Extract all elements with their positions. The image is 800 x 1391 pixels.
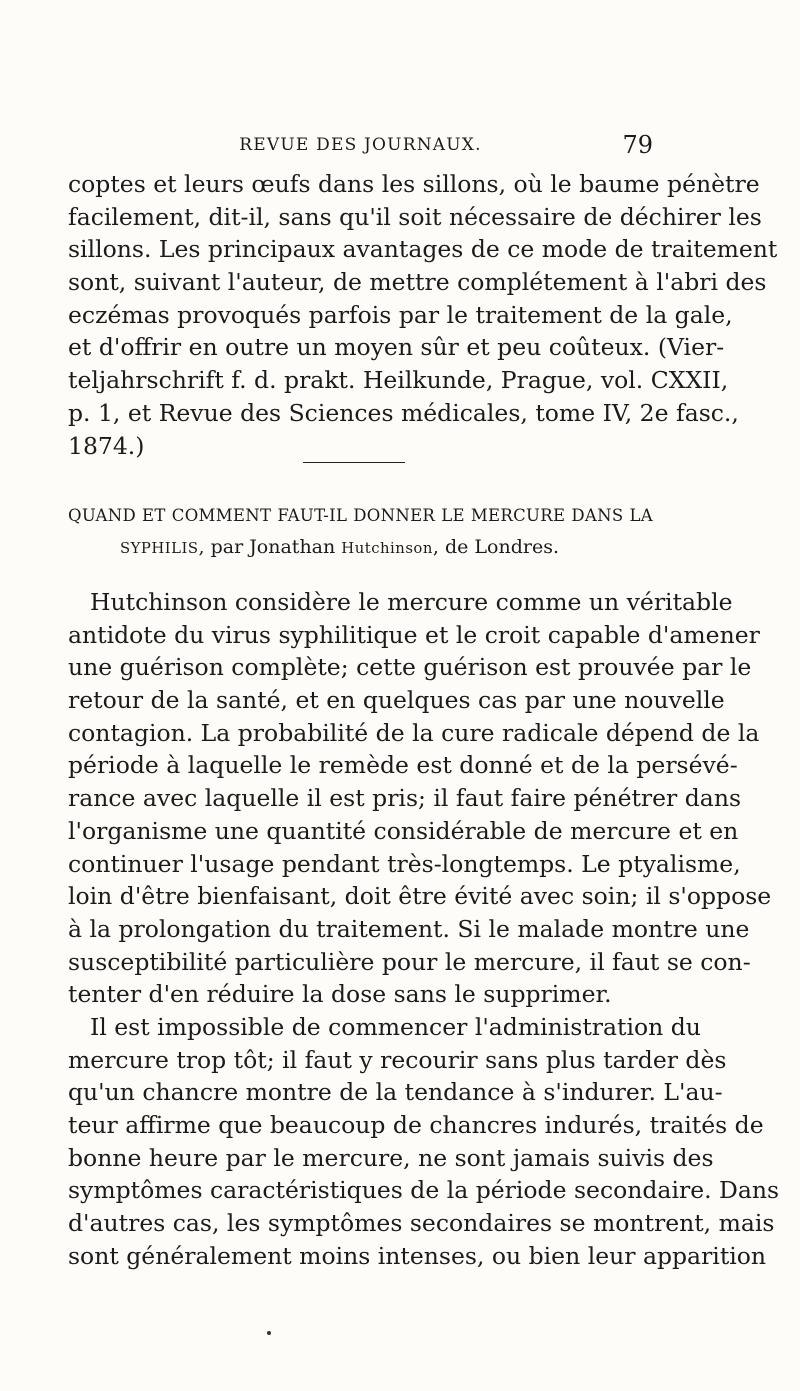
- text-line: et d'offrir en outre un moyen sûr et peu coûteux. (Vier-: [68, 333, 725, 362]
- text-line: symptômes caractéristiques de la période secondaire. Dans: [68, 1176, 780, 1205]
- text-line: contagion. La probabilité de la cure radicale dépend de la: [68, 718, 760, 747]
- article-heading-line-1: QUAND ET COMMENT FAUT-IL DONNER LE MERCURE DANS LA: [68, 506, 653, 525]
- article-body: [68, 586, 780, 1272]
- heading-term: SYPHILIS: [120, 540, 199, 557]
- text-line: l'organisme une quantité considérable de mercure et en: [68, 816, 739, 845]
- heading-author: Hutchinson: [341, 540, 433, 557]
- text-line: sont généralement moins intenses, ou bien leur apparition: [68, 1241, 767, 1270]
- text-line: mercure trop tôt; il faut y recourir sans plus tarder dès: [68, 1045, 727, 1074]
- section-divider: [303, 462, 405, 463]
- text-line: continuer l'usage pendant très-longtemps. Le ptyalisme,: [68, 849, 741, 878]
- page-number: 79: [622, 131, 653, 159]
- text-line: à la prolongation du traitement. Si le malade montre une: [68, 914, 750, 943]
- text-line: 1874.): [68, 431, 145, 460]
- text-line: p. 1, et Revue des Sciences médicales, tome IV, 2e fasc.,: [68, 398, 739, 427]
- text-line: teljahrschrift f. d. prakt. Heilkunde, Prague, vol. CXXII,: [68, 366, 729, 395]
- running-head: [68, 131, 653, 161]
- text-line: teur affirme que beaucoup de chancres indurés, traités de: [68, 1111, 764, 1139]
- text-line: période à laquelle le remède est donné et de la persévé-: [68, 751, 738, 780]
- text-line: susceptibilité particulière pour le mercure, il faut se con-: [68, 947, 751, 976]
- text-line: antidote du virus syphilitique et le croit capable d'amener: [68, 620, 760, 649]
- article-heading: [68, 501, 653, 563]
- text-line: Hutchinson considère le mercure comme un véritable: [90, 588, 733, 616]
- text-line: retour de la santé, et en quelques cas par une nouvelle: [68, 686, 725, 715]
- text-line: sillons. Les principaux avantages de ce mode de traitement: [68, 235, 778, 264]
- print-speck: [267, 1331, 271, 1335]
- text-line: coptes et leurs œufs dans les sillons, où le baume pénètre: [68, 170, 760, 198]
- text-line: tenter d'en réduire la dose sans le supprimer.: [68, 980, 612, 1009]
- text-line: qu'un chancre montre de la tendance à s'indurer. L'au-: [68, 1078, 723, 1107]
- text-line: d'autres cas, les symptômes secondaires se montrent, mais: [68, 1209, 775, 1238]
- running-head-title: REVUE DES JOURNAUX.: [239, 135, 482, 155]
- heading-text: , de Londres.: [432, 536, 559, 558]
- text-line: loin d'être bienfaisant, doit être évité avec soin; il s'oppose: [68, 882, 772, 911]
- text-line: facilement, dit-il, sans qu'il soit nécessaire de déchirer les: [68, 202, 762, 231]
- text-line: une guérison complète; cette guérison est prouvée par le: [68, 653, 752, 682]
- text-line: sont, suivant l'auteur, de mettre complétement à l'abri des: [68, 268, 767, 297]
- intro-paragraph: [68, 168, 778, 462]
- article-heading-line-2: [68, 531, 653, 563]
- text-line: eczémas provoqués parfois par le traitement de la gale,: [68, 300, 733, 329]
- text-line: Il est impossible de commencer l'administration du: [90, 1012, 701, 1041]
- heading-text: , par Jonathan: [198, 536, 342, 558]
- text-line: rance avec laquelle il est pris; il faut faire pénétrer dans: [68, 784, 742, 813]
- text-line: bonne heure par le mercure, ne sont jamais suivis des: [68, 1143, 714, 1172]
